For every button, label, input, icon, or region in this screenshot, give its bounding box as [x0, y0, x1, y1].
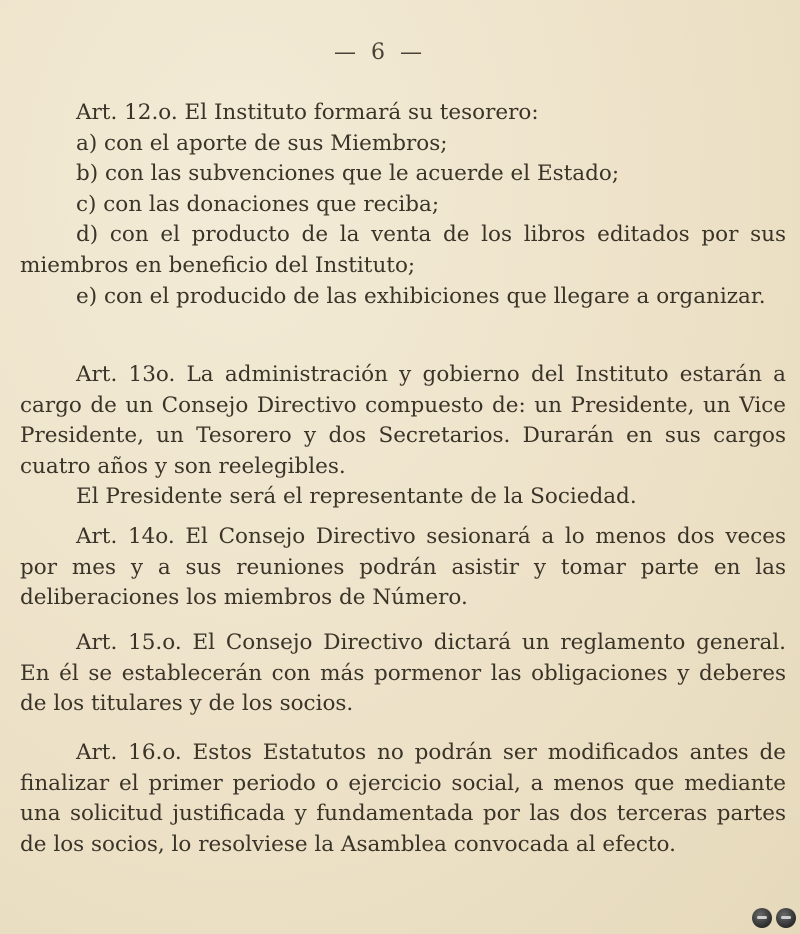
article-12-item-e: e) con el producido de las exhibiciones que llegare a organizar. — [76, 283, 766, 309]
corner-badge — [752, 908, 796, 928]
article-12-item-d: d) con el producto de la venta de los libros editados por sus miembros en beneficio del Instituto; — [20, 222, 786, 278]
circle-icon — [752, 908, 772, 928]
article-13 — [20, 360, 786, 513]
article-13-text-2: El Presidente será el representante de la Sociedad. — [76, 484, 637, 510]
article-12-heading: Art. 12.o. El Instituto formará su tesorero: — [76, 100, 539, 125]
page-number: — 6 — — [334, 40, 426, 65]
article-15 — [20, 628, 786, 720]
circle-icon — [776, 908, 796, 928]
article-16-text: Art. 16.o. Estos Estatutos no podrán ser modificados antes de finalizar el primer periodo o ejercicio social, a menos que mediante una solicitud justificada y fundamentada por las dos terceras partes de los socios, lo resolviese la Asamblea convocada al efecto. — [20, 740, 786, 857]
article-14-text: Art. 14o. El Consejo Directivo sesionará a lo menos dos veces por mes y a sus reuniones podrán asistir y tomar parte en las deliberaciones los miembros de Número. — [20, 524, 786, 611]
article-12-item-b: b) con las subvenciones que le acuerde el Estado; — [76, 161, 620, 187]
article-12-item-c: c) con las donaciones que reciba; — [76, 191, 440, 217]
article-16 — [20, 738, 786, 860]
article-13-text: Art. 13o. La administración y gobierno del Instituto estarán a cargo de un Consejo Directivo compuesto de: un Presidente, un Vice Presidente, un Tesorero y dos Secretarios. Durarán en sus cargos cuatro años y son reelegibles. — [20, 362, 786, 479]
article-12 — [20, 98, 786, 312]
article-15-text: Art. 15.o. El Consejo Directivo dictará un reglamento general. En él se establecerán con más pormenor las obligaciones y deberes de los titulares y de los socios. — [20, 630, 786, 717]
article-14 — [20, 522, 786, 614]
article-12-item-a: a) con el aporte de sus Miembros; — [76, 130, 448, 156]
